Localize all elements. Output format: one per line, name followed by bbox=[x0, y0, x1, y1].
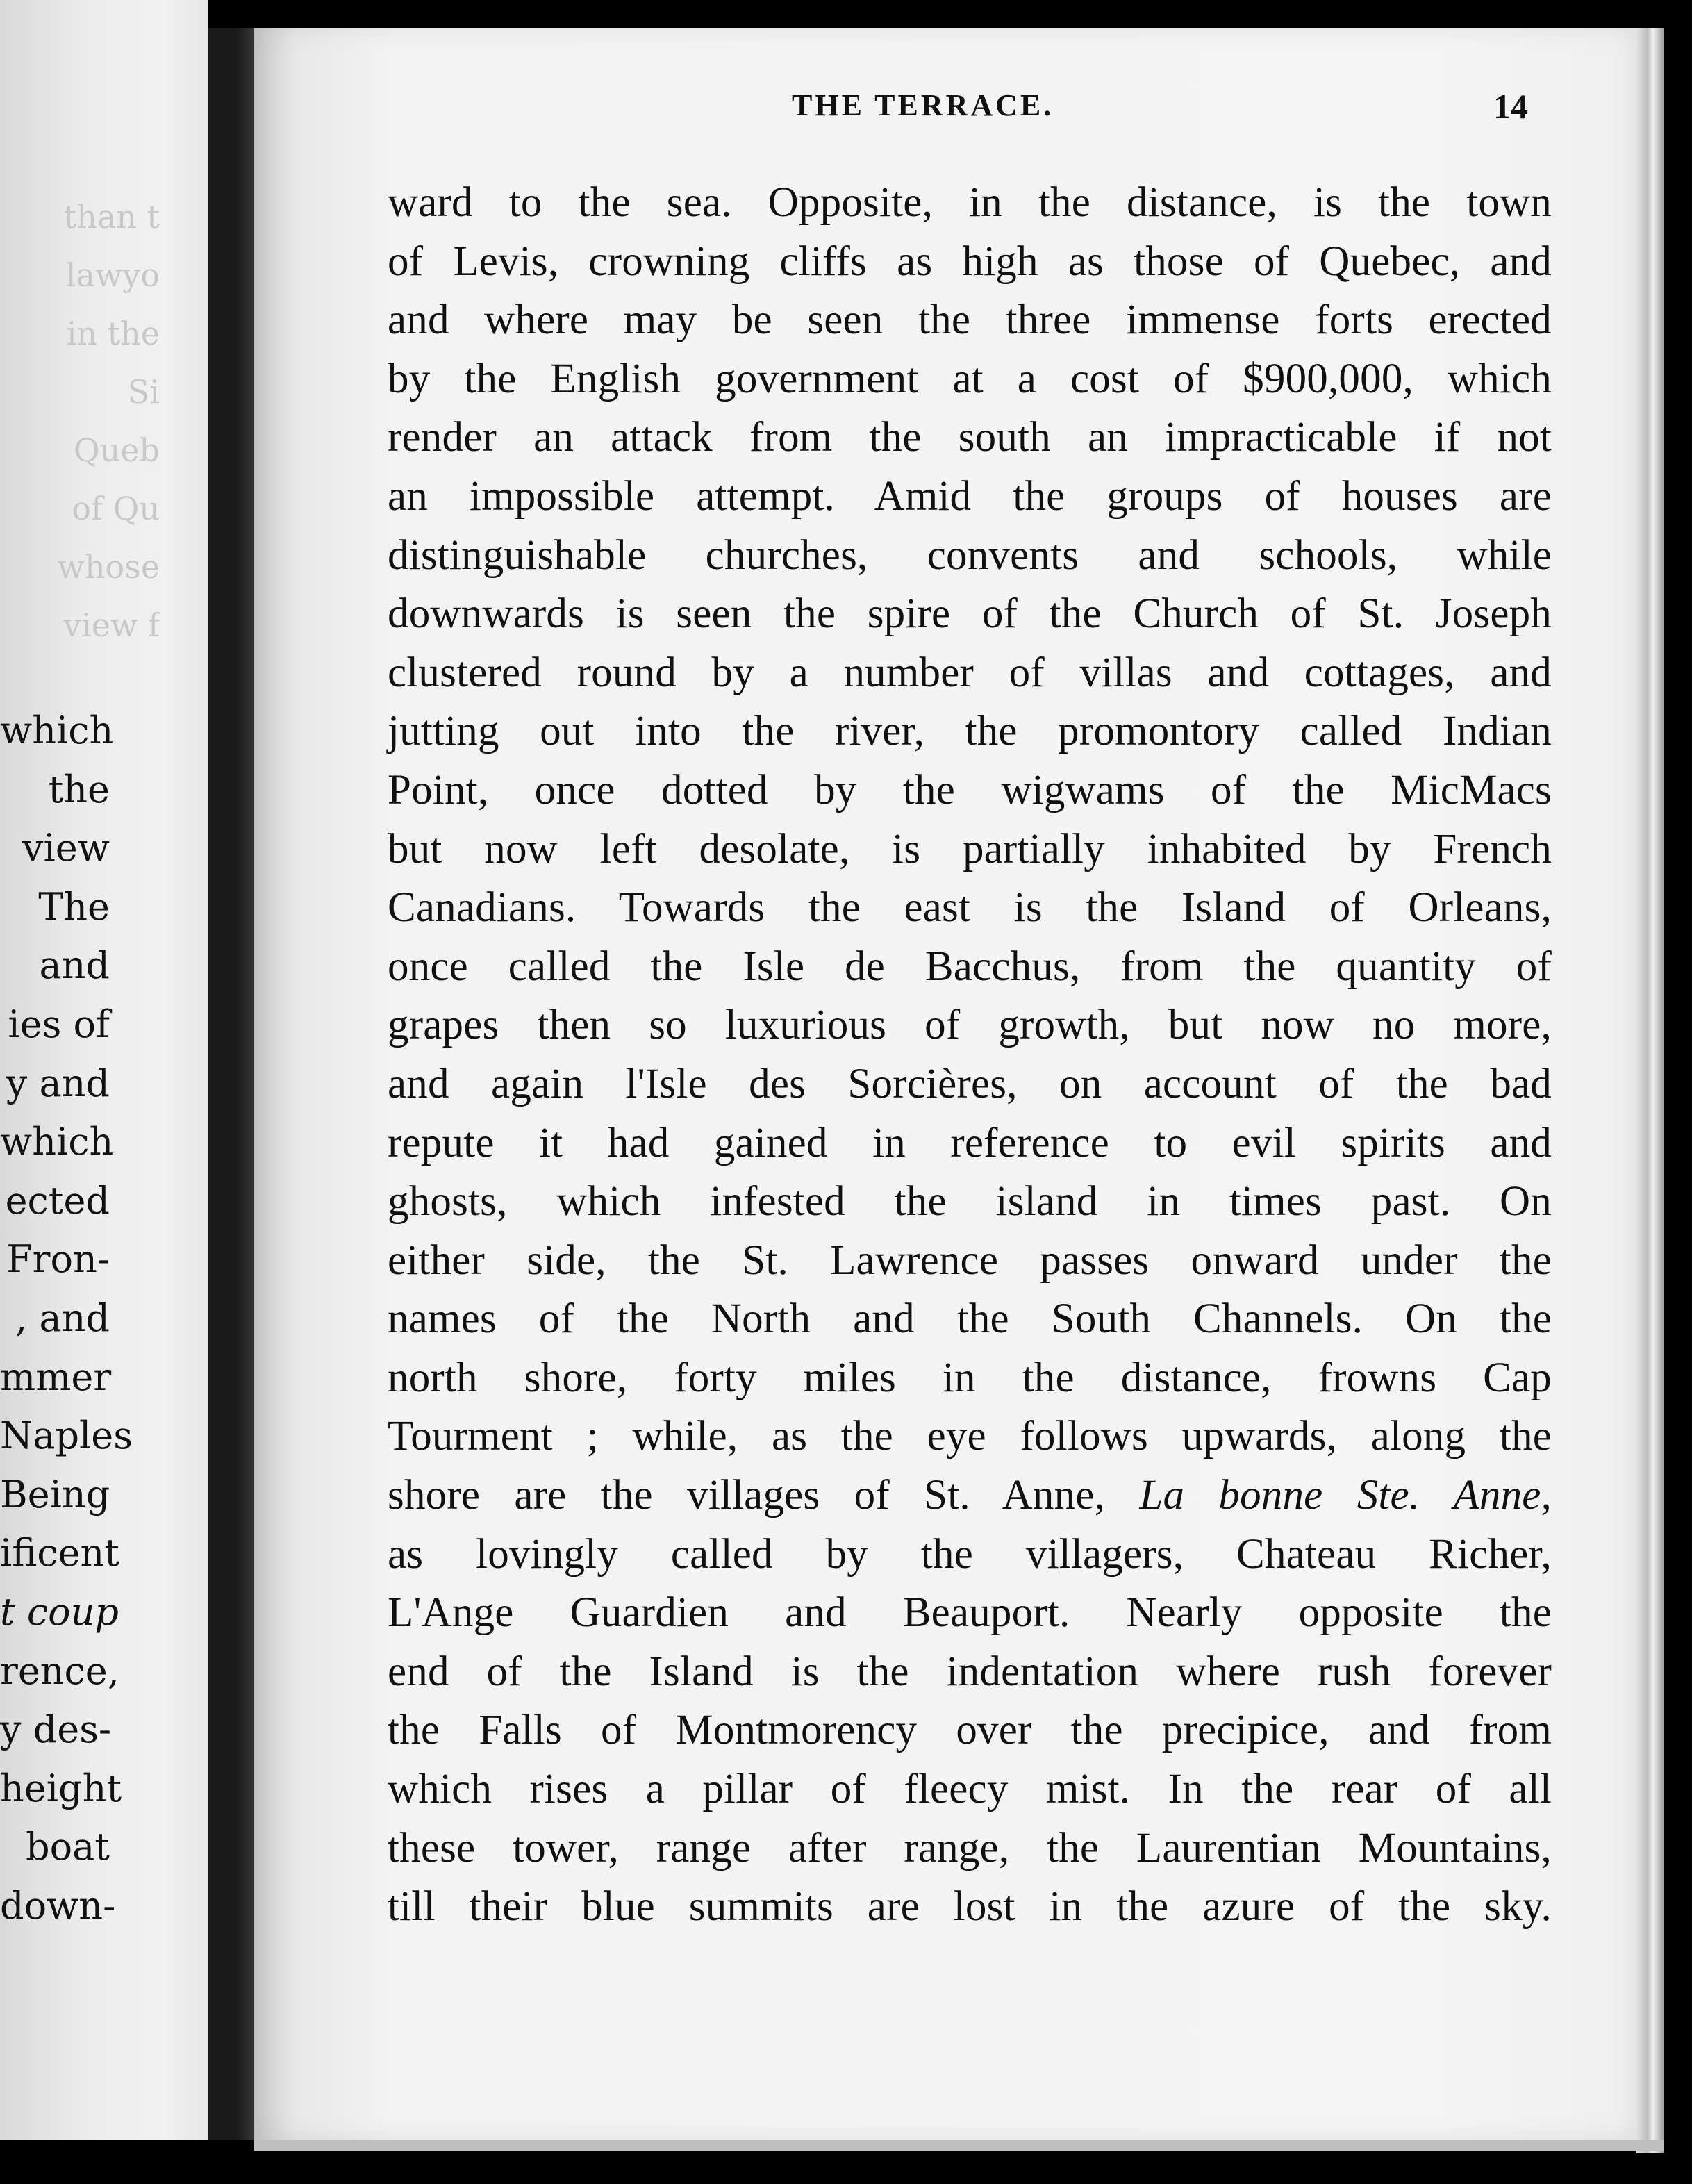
text-line: ghosts, which infested the island in times past. On bbox=[388, 1178, 1552, 1225]
text-line: once called the Isle de Bacchus, from the quantity of bbox=[388, 943, 1552, 990]
text-line: L'Ange Guardien and Beauport. Nearly opposite the bbox=[388, 1589, 1552, 1637]
text-line: clustered round by a number of villas and cottages, and bbox=[388, 649, 1552, 696]
text-line: these tower, range after range, the Laurentian Mountains, bbox=[388, 1824, 1552, 1871]
left-line: Fron- bbox=[6, 1237, 110, 1282]
text-line: repute it had gained in reference to evil spirits and bbox=[388, 1119, 1552, 1166]
text-line: as lovingly called by the villagers, Chateau Richer, bbox=[388, 1530, 1552, 1578]
text-line: but now left desolate, is partially inhabited by French bbox=[388, 825, 1552, 872]
ghost-line: whose bbox=[57, 548, 160, 586]
text-line: ward to the sea. Opposite, in the distance, is the town bbox=[388, 179, 1552, 226]
left-line: and bbox=[39, 943, 110, 988]
left-page-fragment bbox=[0, 0, 208, 2140]
left-line: ected bbox=[5, 1178, 110, 1223]
page-number: 14 bbox=[1493, 87, 1528, 126]
left-line: ificent bbox=[0, 1531, 119, 1575]
left-page-line-endings bbox=[0, 702, 208, 1935]
text-line: names of the North and the South Channels. On the bbox=[388, 1296, 1552, 1343]
left-line: rence, bbox=[0, 1648, 119, 1693]
page-bottom-edge bbox=[254, 2140, 1664, 2151]
left-line: the bbox=[48, 767, 110, 811]
text-line: Point, once dotted by the wigwams of the MicMacs bbox=[388, 766, 1552, 813]
page-stack-edge bbox=[1636, 28, 1664, 2153]
left-line: y des- bbox=[0, 1707, 112, 1752]
left-line: boat bbox=[26, 1825, 110, 1869]
left-line: The bbox=[38, 884, 110, 929]
left-line: Being bbox=[0, 1472, 110, 1516]
left-line: mmer bbox=[0, 1355, 112, 1399]
ghost-line: lawyo bbox=[65, 256, 160, 294]
text-line: Canadians. Towards the east is the Island of Orleans, bbox=[388, 884, 1552, 932]
text-line: till their blue summits are lost in the azure of the sky. bbox=[388, 1883, 1552, 1930]
body-paragraph bbox=[388, 174, 1552, 1937]
text-line: by the English government at a cost of $900,000, which bbox=[388, 355, 1552, 402]
text-line: Tourment ; while, as the eye follows upwards, along the bbox=[388, 1413, 1552, 1460]
text-line: distinguishable churches, convents and schools, while bbox=[388, 531, 1552, 579]
text-line: end of the Island is the indentation where rush forever bbox=[388, 1648, 1552, 1695]
text-line: north shore, forty miles in the distance, frowns Cap bbox=[388, 1354, 1552, 1401]
left-line: ies of bbox=[8, 1002, 110, 1046]
ghost-line: than t bbox=[63, 198, 160, 235]
left-line: height bbox=[0, 1766, 122, 1810]
text-line: downwards is seen the spire of the Church of St. Joseph bbox=[388, 590, 1552, 638]
italic-phrase: La bonne Ste. Anne, bbox=[1139, 1472, 1552, 1519]
ghost-line: Queb bbox=[73, 431, 160, 469]
left-line: y and bbox=[6, 1061, 110, 1105]
left-line: which bbox=[0, 1120, 114, 1164]
text-line: of Levis, crowning cliffs as high as those of Quebec, and bbox=[388, 238, 1552, 285]
text-line-with-italic bbox=[388, 1466, 1552, 1525]
left-line: view bbox=[22, 826, 110, 870]
ghost-line: view f bbox=[63, 606, 160, 644]
left-line: , and bbox=[15, 1296, 110, 1340]
ghost-line: in the bbox=[66, 315, 160, 352]
text-line: either side, the St. Lawrence passes onward under the bbox=[388, 1236, 1552, 1284]
ghost-line: Si bbox=[127, 373, 160, 411]
text-segment: shore are the villages of St. Anne, bbox=[388, 1472, 1106, 1519]
text-line: and where may be seen the three immense forts erected bbox=[388, 297, 1552, 344]
text-line: the Falls of Montmorency over the precipice, and from bbox=[388, 1707, 1552, 1754]
left-line-italic: t coup bbox=[0, 1589, 119, 1634]
left-line: which bbox=[0, 709, 114, 752]
text-line: grapes then so luxurious of growth, but now no more, bbox=[388, 1002, 1552, 1049]
text-line: render an attack from the south an impracticable if not bbox=[388, 414, 1552, 461]
left-page-bleed-through bbox=[0, 188, 208, 654]
text-line: jutting out into the river, the promontory called Indian bbox=[388, 708, 1552, 755]
text-line: an impossible attempt. Amid the groups of houses are bbox=[388, 472, 1552, 520]
text-line: which rises a pillar of fleecy mist. In the rear of all bbox=[388, 1766, 1552, 1813]
text-line: and again l'Isle des Sorcières, on account of the bad bbox=[388, 1060, 1552, 1107]
left-line: Naples bbox=[0, 1414, 133, 1458]
running-head-title: THE TERRACE. bbox=[792, 88, 1054, 122]
left-line: down- bbox=[0, 1883, 116, 1928]
ghost-line: of Qu bbox=[72, 490, 160, 527]
